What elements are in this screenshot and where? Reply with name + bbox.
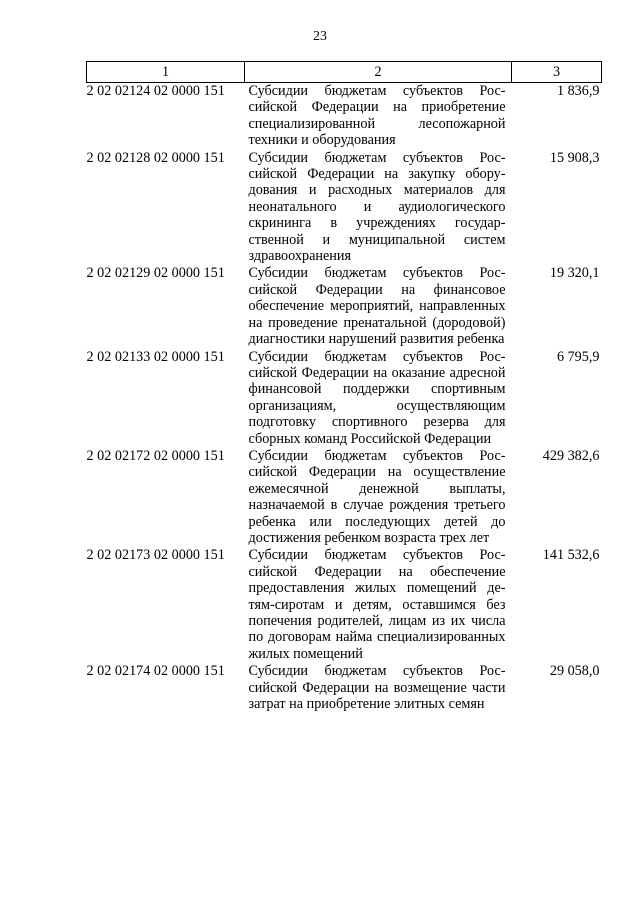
table-row — [87, 448, 602, 547]
budget-code: 2 02 02129 02 0000 151 — [86, 265, 225, 282]
budget-amount: 29 058,0 — [549, 663, 600, 680]
budget-description: Субсидии бюджетам субъектов Российской Федерации на оказание адресной финансовой поддержки спортивным организациям, осуществляющим подготовку спортивного резерва для сборных команд Российской Федерации — [248, 348, 506, 447]
table-row — [87, 349, 602, 448]
budget-description: Субсидии бюджетам субъектов Российской Федерации на возмещение части затрат на приобретение элитных семян — [248, 663, 506, 713]
budget-table — [86, 61, 602, 713]
table-row — [87, 150, 602, 266]
budget-amount: 141 532,6 — [542, 547, 600, 564]
table-body — [87, 83, 602, 714]
budget-amount: 19 320,1 — [549, 265, 600, 282]
budget-amount: 15 908,3 — [549, 149, 600, 166]
budget-code: 2 02 02124 02 0000 151 — [86, 83, 225, 99]
budget-amount: 429 382,6 — [542, 447, 600, 464]
table-row — [87, 265, 602, 348]
budget-description: Субсидии бюджетам субъектов Российской Федерации на осуществление ежемесячной денежной выплаты, назначаемой в случае рождения третьего ребенка или последующих детей до достижения ребенком возраста трех лет — [248, 447, 506, 546]
budget-code: 2 02 02174 02 0000 151 — [86, 663, 225, 680]
table-row — [87, 83, 602, 150]
budget-description: Субсидии бюджетам субъектов Российской Федерации на приобретение специализированной лесопожарной техники и оборудования — [248, 83, 506, 149]
column-header-amount: 3 — [512, 62, 602, 83]
table-header — [87, 62, 602, 83]
column-header-description: 2 — [245, 62, 512, 83]
page-number: 23 — [313, 29, 327, 44]
budget-code: 2 02 02128 02 0000 151 — [86, 149, 225, 166]
budget-description: Субсидии бюджетам субъектов Российской Федерации на обеспечение предоставления жилых помещений детям-сиротам и детям, оставшимся без попечения родителей, лицам из их числа по договорам найма специализированных жилых помещений — [248, 547, 506, 662]
budget-description: Субсидии бюджетам субъектов Российской Федерации на закупку оборудования и расходных материалов для неонатального и аудиологического скрининга в учреждениях государственной и муниципальной систем здравоохранения — [248, 149, 506, 265]
budget-code: 2 02 02172 02 0000 151 — [86, 447, 225, 464]
header-row — [87, 62, 602, 83]
table-row — [87, 547, 602, 663]
budget-code: 2 02 02173 02 0000 151 — [86, 547, 225, 564]
budget-amount: 6 795,9 — [556, 348, 600, 365]
column-header-code: 1 — [87, 62, 245, 83]
budget-amount: 1 836,9 — [556, 83, 600, 99]
budget-code: 2 02 02133 02 0000 151 — [86, 348, 225, 365]
table-row — [87, 663, 602, 713]
budget-description: Субсидии бюджетам субъектов Российской Федерации на финансовое обеспечение мероприятий, направленных на проведение пренатальной (дородовой) диагностики нарушений развития ребенка — [248, 265, 506, 348]
